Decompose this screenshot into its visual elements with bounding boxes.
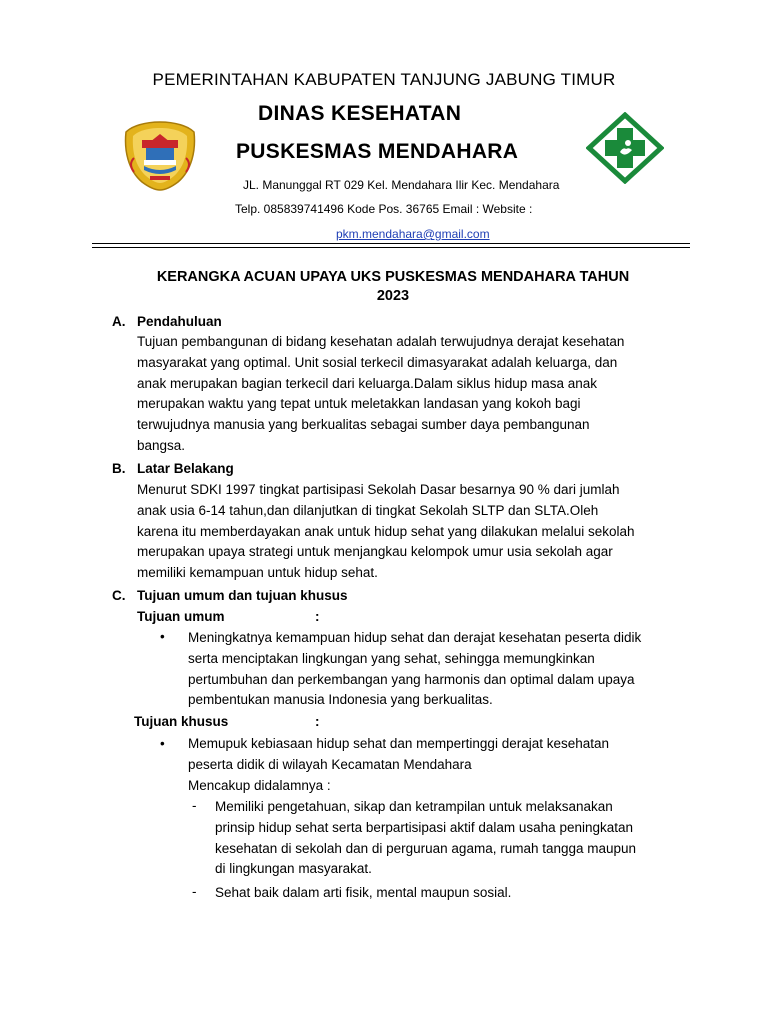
address-line: JL. Manunggal RT 029 Kel. Mendahara Ilir Kec. Mendahara (243, 178, 560, 192)
paragraph-line: merupakan waktu yang tepat untuk meletakkan landasan yang kokoh bagi (137, 396, 581, 412)
paragraph-line: di lingkungan masyarakat. (215, 861, 372, 877)
contact-line: Telp. 085839741496 Kode Pos. 36765 Email : Website : (235, 202, 533, 216)
puskesmas-name: PUSKESMAS MENDAHARA (236, 140, 519, 163)
dash-item-2 (215, 883, 695, 904)
letterhead-divider (92, 243, 690, 244)
paragraph-line: Mencakup didalamnya : (188, 777, 331, 793)
general-goal-label: Tujuan umum (137, 609, 225, 624)
dash-item-1 (215, 797, 695, 880)
paragraph-line: merupakan upaya strategi untuk menjangkau kelompok umur usia sekolah agar (137, 544, 613, 560)
dash-marker: - (192, 884, 197, 899)
paragraph-line: bangsa. (137, 437, 186, 453)
puskesmas-cross-icon (586, 112, 664, 184)
bullet-icon: • (160, 629, 165, 644)
paragraph-line: Menurut SDKI 1997 tingkat partisipasi Sekolah Dasar besarnya 90 % dari jumlah (137, 482, 620, 497)
paragraph-line: Sehat baik dalam arti fisik, mental maupun sosial. (215, 885, 512, 900)
section-a-paragraph (137, 332, 695, 457)
section-a-heading: Pendahuluan (137, 314, 222, 329)
paragraph-line: prinsip hidup sehat serta berpartisipasi aktif dalam usaha peningkatan (215, 819, 634, 835)
paragraph-line: masyarakat yang optimal. Unit sosial terkecil dimasyarakat adalah keluarga, dan (137, 354, 618, 370)
email-link[interactable]: pkm.mendahara@gmail.com (336, 227, 490, 241)
paragraph-line: Tujuan pembangunan di bidang kesehatan adalah terwujudnya derajat kesehatan (137, 334, 625, 349)
specific-goal-paragraph (188, 734, 695, 796)
general-goal-paragraph (188, 628, 695, 711)
regency-crest-icon (120, 118, 200, 192)
paragraph-line: anak merupakan bagian terkecil dari keluarga.Dalam siklus hidup masa anak (137, 375, 598, 391)
paragraph-line: anak usia 6-14 tahun,dan dilanjutkan di tingkat Sekolah SLTP dan SLTA.Oleh (137, 502, 599, 518)
specific-goal-colon: : (315, 714, 320, 729)
government-header: PEMERINTAHAN KABUPATEN TANJUNG JABUNG TIMUR (152, 70, 616, 89)
section-b-paragraph (137, 480, 695, 584)
specific-goal-label: Tujuan khusus (134, 714, 229, 729)
paragraph-line: peserta didik di wilayah Kecamatan Mendahara (188, 756, 472, 772)
title-line-1: KERANGKA ACUAN UPAYA UKS PUSKESMAS MENDAHARA TAHUN (156, 269, 630, 285)
document-title (80, 268, 706, 306)
paragraph-line: pembentukan manusia Indonesia yang berkualitas. (188, 692, 493, 708)
section-b-letter: B. (112, 461, 126, 476)
dash-marker: - (192, 798, 197, 813)
paragraph-line: memiliki kemampuan untuk hidup sehat. (137, 565, 378, 581)
paragraph-line: Memupuk kebiasaan hidup sehat dan mempertinggi derajat kesehatan (188, 736, 610, 751)
paragraph-line: karena itu memberdayakan anak untuk hidup sehat yang dilakukan melalui sekolah (137, 523, 635, 539)
section-c-heading: Tujuan umum dan tujuan khusus (137, 588, 348, 603)
paragraph-line: terwujudnya manusia yang berkualitas sebagai sumber daya pembangunan (137, 417, 590, 433)
section-a-letter: A. (112, 314, 126, 329)
department-name: DINAS KESEHATAN (258, 102, 462, 125)
paragraph-line: kesehatan di sekolah dan di perguruan agama, rumah tangga maupun (215, 840, 637, 856)
bullet-icon: • (160, 736, 165, 751)
section-b-heading: Latar Belakang (137, 461, 234, 476)
general-goal-colon: : (315, 609, 320, 624)
letterhead-divider-thin (92, 247, 690, 248)
title-line-2: 2023 (376, 288, 410, 304)
paragraph-line: serta menciptakan lingkungan yang sehat, sehingga memungkinkan (188, 650, 595, 666)
paragraph-line: Meningkatnya kemampuan hidup sehat dan derajat kesehatan peserta didik (188, 630, 642, 645)
section-c-letter: C. (112, 588, 126, 603)
paragraph-line: Memiliki pengetahuan, sikap dan ketrampilan untuk melaksanakan (215, 799, 613, 814)
paragraph-line: pertumbuhan dan perkembangan yang harmonis dan optimal dalam upaya (188, 671, 635, 687)
